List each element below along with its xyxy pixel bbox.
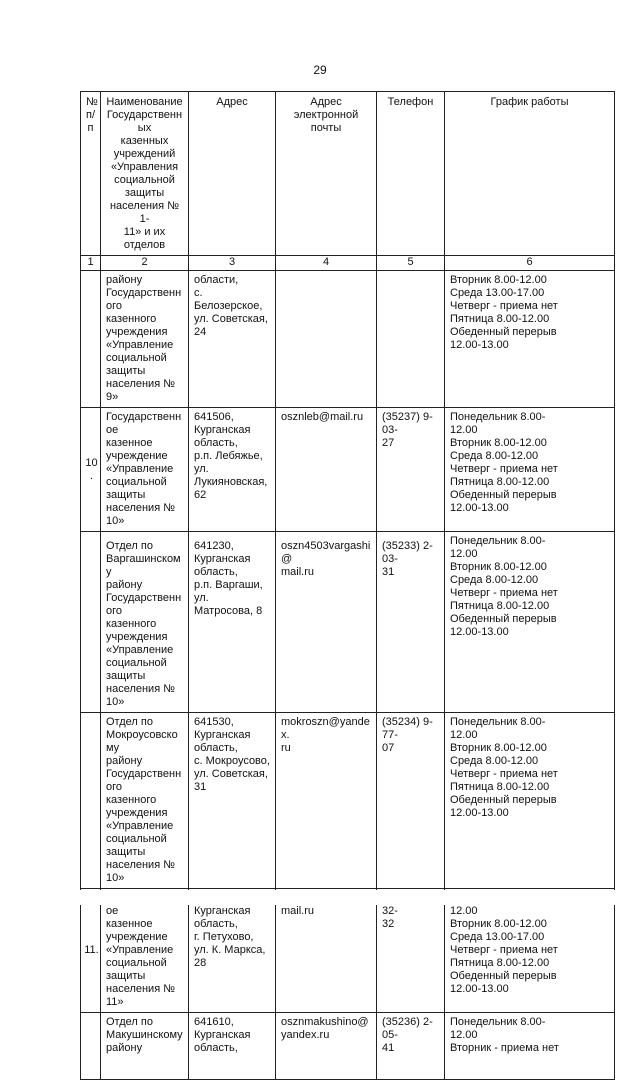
column-number: 2 (101, 256, 189, 271)
row-number (81, 271, 101, 408)
table-row (81, 271, 615, 408)
header-schedule: График работы (445, 92, 615, 256)
row-number: 11. (81, 889, 101, 1013)
table-row (81, 889, 615, 1013)
header-number: № п/п (81, 92, 101, 256)
column-number: 6 (445, 256, 615, 271)
row-phone (377, 271, 445, 408)
row-name: ое казенное учреждение «Управление социальной защиты населения № 11» (101, 889, 189, 1013)
row-schedule: Понедельник 8.00- 12.00 Вторник 8.00-12.00 Среда 8.00-12.00 Четверг - приема нет Пятница 8.00-12.00 Обеденный перерыв 12.00-13.00 (445, 408, 615, 532)
header-address: Адрес (189, 92, 276, 256)
row-address: 641506, Курганская область, р.п. Лебяжье, ул. Лукияновская, 62 (189, 408, 276, 532)
row-number: 10. (81, 408, 101, 532)
row-phone: (35237) 9-03- 27 (377, 408, 445, 532)
page-number: 29 (313, 63, 327, 77)
row-schedule: Понедельник 8.00- 12.00 Вторник - приема нет (445, 1013, 615, 1080)
row-name: Государственное казенное учреждение «Управление социальной защиты населения № 10» (101, 408, 189, 532)
row-number (81, 532, 101, 713)
table-row (81, 713, 615, 889)
row-address: 641230, Курганская область, р.п. Варгаши, ул. Матросова, 8 (189, 532, 276, 713)
header-name: Наименование Государственных казенных учреждений «Управления социальной защиты населения № 1- 11» и их отделов (101, 92, 189, 256)
row-email: oszn4503vargashi@ mail.ru (276, 532, 377, 713)
row-number (81, 1013, 101, 1080)
row-email (276, 271, 377, 408)
institutions-table (80, 91, 615, 1080)
row-name: Отдел по Макушинскому району (101, 1013, 189, 1080)
column-number-row (81, 256, 615, 271)
row-schedule: Понедельник 8.00- 12.00 Вторник 8.00-12.00 Среда 8.00-12.00 Четверг - приема нет Пятница 8.00-12.00 Обеденный перерыв 12.00-13.00 (445, 713, 615, 889)
row-name: району Государственного казенного учреждения «Управление социальной защиты населения № 9» (101, 271, 189, 408)
row-address: 641610, Курганская область, (189, 1013, 276, 1080)
row-address: 641530, Курганская область, с. Мокроусово, ул. Советская, 31 (189, 713, 276, 889)
header-phone: Телефон (377, 92, 445, 256)
row-address: области, с. Белозерское, ул. Советская, 24 (189, 271, 276, 408)
row-phone: (35236) 2-05- 41 (377, 1013, 445, 1080)
column-number: 4 (276, 256, 377, 271)
table-row (81, 408, 615, 532)
row-email: mokroszn@yandex. ru (276, 713, 377, 889)
row-number (81, 713, 101, 889)
row-address: Курганская область, г. Петухово, ул. К. Маркса, 28 (189, 889, 276, 1013)
column-number: 1 (81, 256, 101, 271)
row-email: osznleb@mail.ru (276, 408, 377, 532)
row-email: osznmakushino@ yandex.ru (276, 1013, 377, 1080)
header-row (81, 92, 615, 256)
row-schedule: Вторник 8.00-12.00 Среда 13.00-17.00 Четверг - приема нет Пятница 8.00-12.00 Обеденный перерыв 12.00-13.00 (445, 271, 615, 408)
row-name: Отдел по Мокроусовскому району Государственного казенного учреждения «Управление социальной защиты населения № 10» (101, 713, 189, 889)
column-number: 5 (377, 256, 445, 271)
row-phone: (35233) 2-03- 31 (377, 532, 445, 713)
table-row (81, 1013, 615, 1080)
row-phone: 32- 32 (377, 889, 445, 1013)
row-email: mail.ru (276, 889, 377, 1013)
table-row (81, 532, 615, 713)
row-schedule: 12.00 Вторник 8.00-12.00 Среда 13.00-17.00 Четверг - приема нет Пятница 8.00-12.00 Обеденный перерыв 12.00-13.00 (445, 889, 615, 1013)
header-email: Адрес электронной почты (276, 92, 377, 256)
row-schedule: Понедельник 8.00- 12.00 Вторник 8.00-12.00 Среда 8.00-12.00 Четверг - приема нет Пятница 8.00-12.00 Обеденный перерыв 12.00-13.00 (445, 532, 615, 713)
row-phone: (35234) 9-77- 07 (377, 713, 445, 889)
row-name: Отдел по Варгашинскому району Государственного казенного учреждения «Управление социальной защиты населения № 10» (101, 532, 189, 713)
column-number: 3 (189, 256, 276, 271)
page-bottom-margin (0, 890, 640, 905)
